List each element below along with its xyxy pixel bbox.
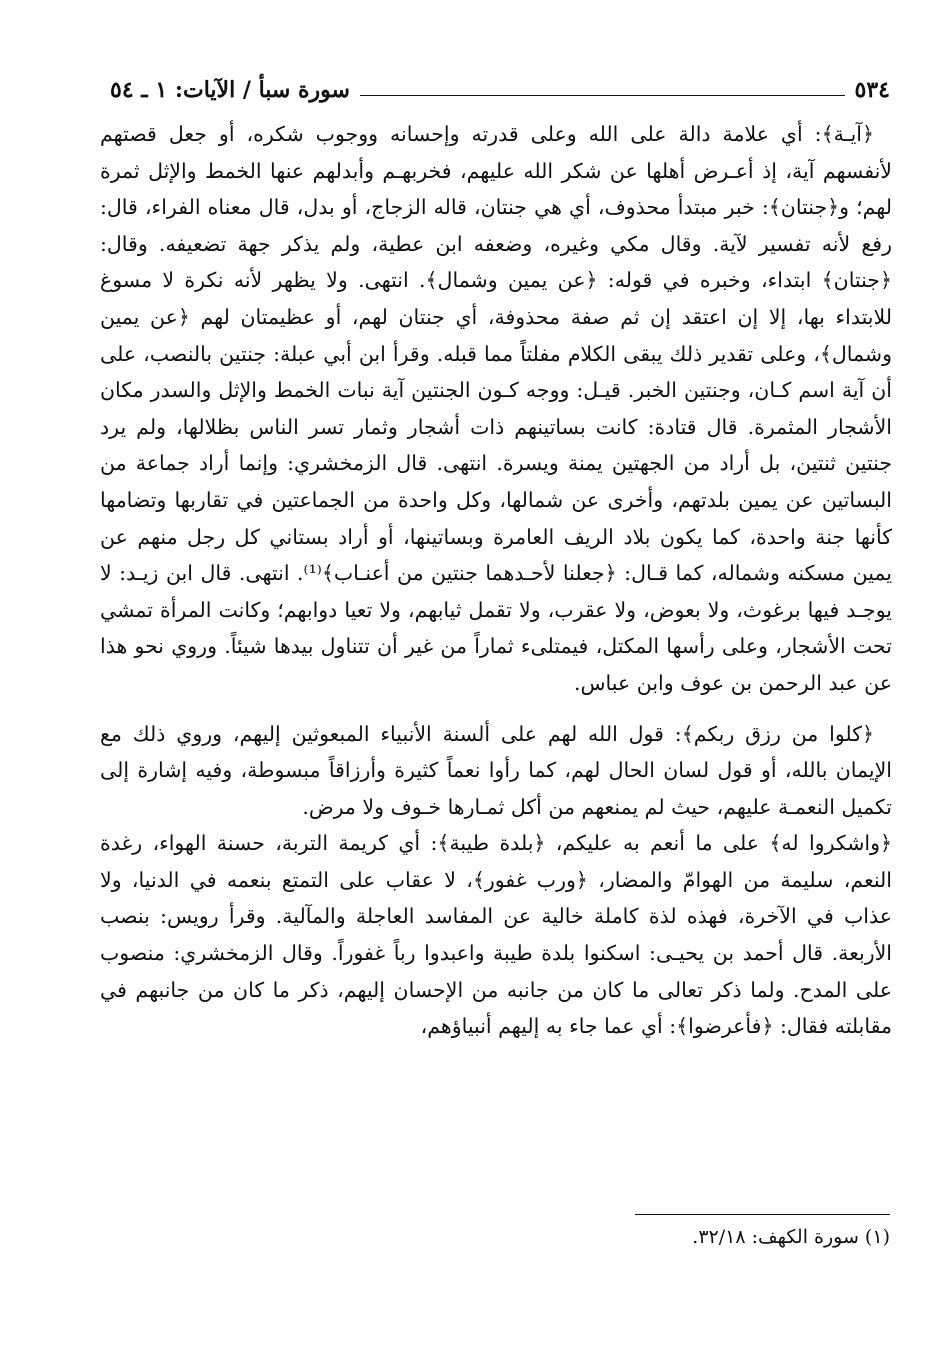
running-header	[110, 70, 890, 110]
paragraph-washkuru-lahu: ﴿واشكروا له﴾ على ما أنعم به عليكم، ﴿بلدة طيبة﴾: أي كريمة التربة، حسنة الهواء، رغدة النعم، سليمة من الهوامّ والمضار، ﴿ورب غفور﴾، لا عقاب على التمتع بنعمه في الدنيا، ولا عذاب في الآخرة، فهذه لذة كاملة خالية عن المفاسد العاجلة والمآلية. وقرأ رويس: بنصب الأربعة. قال أحمد بن يحيـى: اسكنوا بلدة طيبة واعبدوا رباً غفوراً. وقال الزمخشري: منصوب على المدح. ولما ذكر تعالى ما كان من جانبه من الإحسان إليهم، ذكر ما كان من جانبهم في مقابلته فقال: ﴿فأعرضوا﴾: أي عما جاء به إليهم أنبياؤهم،	[100, 831, 892, 1039]
footnote: (١) سورة الكهف: ٣٢/١٨.	[692, 1226, 890, 1248]
paragraph-aya-explanation: ﴿آيـة﴾: أي علامة دالة على الله وعلى قدرته وإحسانه ووجوب شكره، أو جعل قصتهم لأنفسهم آية، إذ أعـرض أهلها عن شكر الله عليهم، فخربهـم وأبدلهم عنها الخمط والإثل ثمرة لهم؛ و﴿جنتان﴾: خبر مبتدأ محذوف، أي هي جنتان، قاله الزجاج، أو بدل، قال معناه الفراء، قال: رفع لأنه تفسير لآية. وقال مكي وغيره، وضعفه ابن عطية، ولم يذكر جهة تضعيفه. وقال: ﴿جنتان﴾ ابتداء، وخبره في قوله: ﴿عن يمين وشمال﴾. انتهى. ولا يظهر لأنه نكرة لا مسوغ للابتداء بها، إلا إن اعتقد إن ثم صفة محذوفة، أي جنتان لهم، أو عظيمتان لهم ﴿عن يمين وشمال﴾، وعلى تقدير ذلك يبقى الكلام مفلتاً مما قبله. وقرأ ابن أبي عبلة: جنتين بالنصب، على أن آية اسم كـان، وجنتين الخبر. قيـل: ووجه كـون الجنتين آية نبات الخمط والإثل والسدر مكان الأشجار المثمرة. قال قتادة: كانت بساتينهم ذات أشجار وثمار تسر الناس بظلالها، ولم يرد جنتين ثنتين، بل أراد من الجهتين يمنة ويسرة. انتهى. قال الزمخشري: وإنما أراد جماعة من البساتين عن يمين بلدتهم، وأخرى عن شمالها، وكل واحدة من الجماعتين في تقاربها وتضامها كأنها جنة واحدة، كما يكون بلاد الريف العامرة وبساتينها، أو أراد بستاني كل رجل منهم عن يمين مسكنه وشماله، كما قـال: ﴿جعلنا لأحـدهما جنتين من أعنـاب﴾⁽¹⁾. انتهى. قال ابن زيـد: لا يوجـد فيها برغوث، ولا بعوض، ولا عقرب، ولا تقمل ثيابهم، ولا تعيا دوابهم؛ وكانت المرأة تمشي تحت الأشجار، وعلى رأسها المكتل، فيمتلىء ثماراً من غير أن تتناول بيدها شيئاً. وروي نحو هذا عن عبد الرحمن بن عوف وابن عباس.	[100, 122, 892, 695]
main-text	[100, 116, 892, 1045]
header-rule	[360, 95, 845, 96]
page-number: ٥٣٤	[854, 77, 890, 103]
paragraph-kulu-min-rizq: ﴿كلوا من رزق ربكم﴾: قول الله لهم على ألسنة الأنبياء المبعوثين إليهم، وروي ذلك مع الإيمان بالله، أو قول لسان الحال لهم، كما رأوا نعماً كثيرة وأرزاقاً مبسوطة، وفيه إشارة إلى تكميل النعمـة عليهم، حيث لم يمنعهم من أكل ثمـارها خـوف ولا مرض.	[100, 721, 892, 819]
footnote-divider	[635, 1214, 890, 1215]
surah-title: سورة سبأ / الآيات: ١ ـ ٥٤	[110, 77, 350, 103]
